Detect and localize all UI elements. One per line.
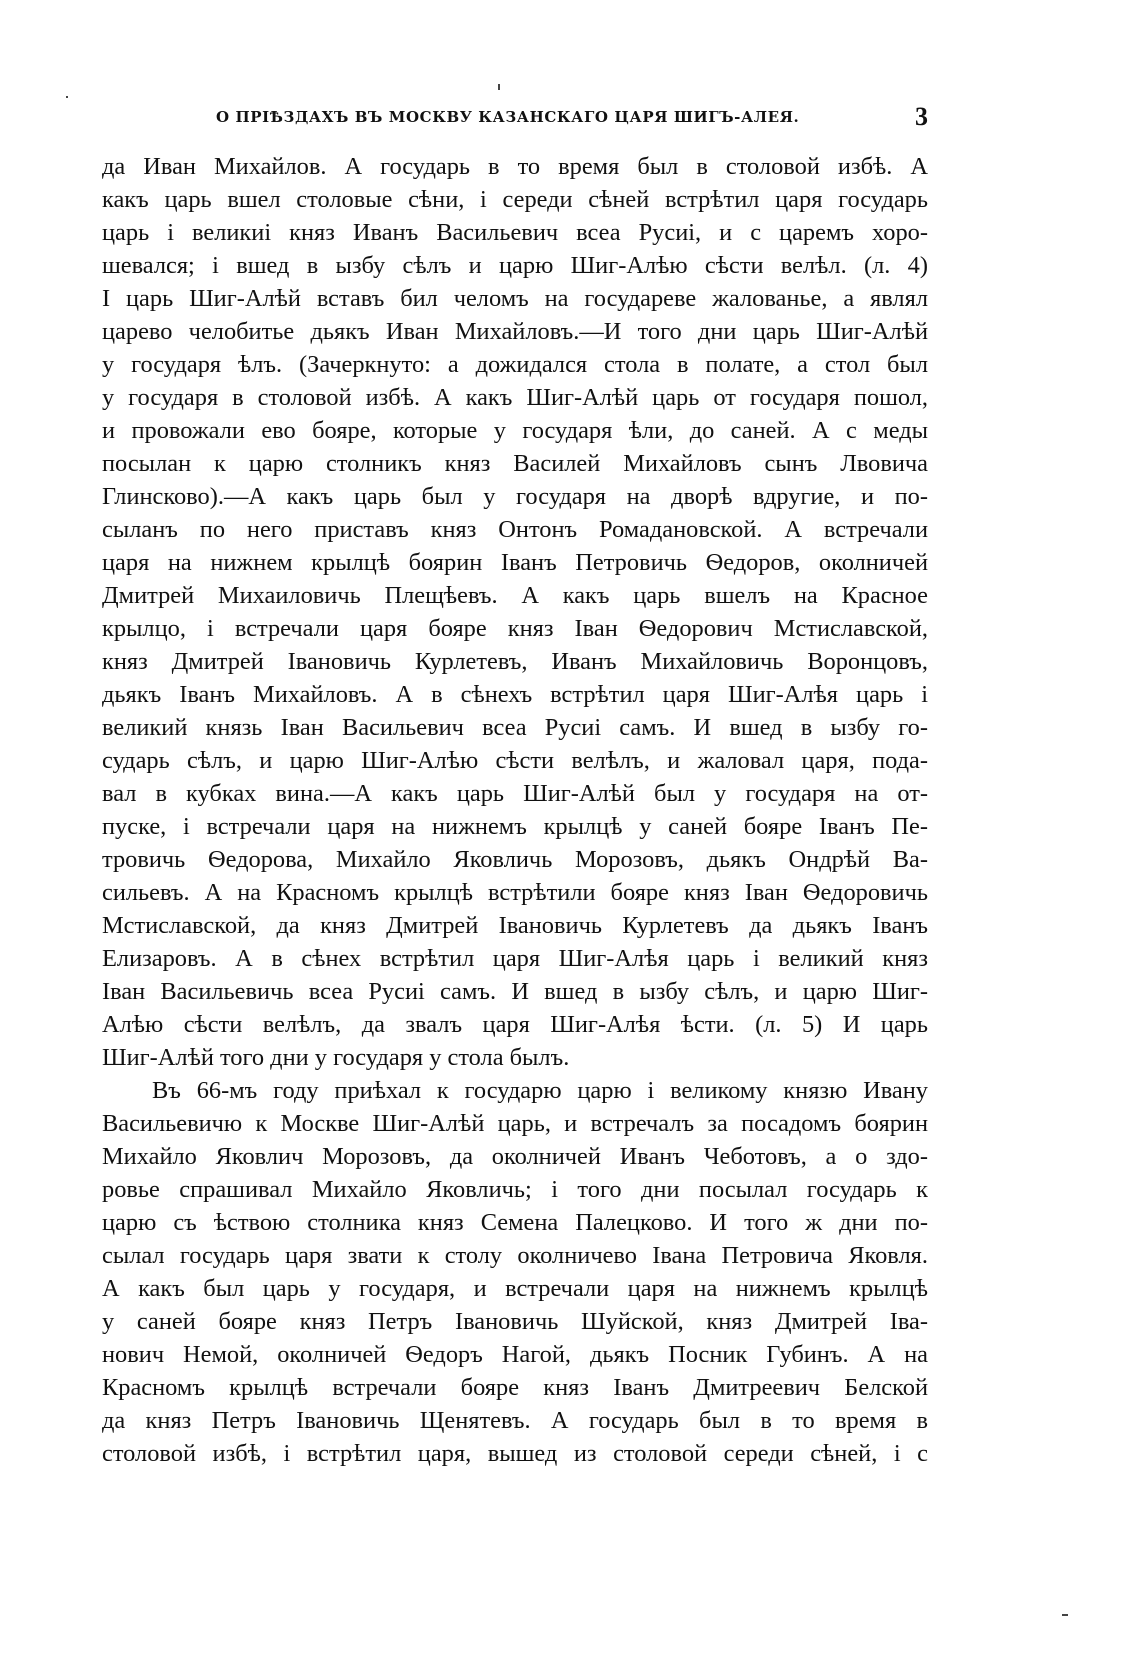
text-line: Алѣю сѣсти велѣлъ, да звалъ царя Шиг-Алѣя ѣсти. (л. 5) И царь [102,1011,928,1038]
text-line: I царь Шиг-Алѣй вставъ бил челомъ на государеве жалованье, а являл [102,285,928,312]
paragraph-start-line: Въ 66-мъ году приѣхал к государю царю і великому князю Ивану [152,1077,928,1104]
text-line: Мстиславской, да княз Дмитрей Івановичь Курлетевъ да дьякъ Іванъ [102,912,928,939]
page-header [98,104,928,144]
page-number: 3 [915,102,928,131]
text-line: сильевъ. А на Красномъ крылцѣ встрѣтили бояре княз Іван Ѳедоровичь [102,879,928,906]
text-line: дьякъ Іванъ Михайловъ. А в сѣнехъ встрѣтил царя Шиг-Алѣя царь і [102,681,928,708]
text-line: ровье спрашивал Михайло Яковличь; і того дни посылал государь к [102,1176,928,1203]
text-line: Елизаровъ. А в сѣнех встрѣтил царя Шиг-Алѣя царь і великий княз [102,945,928,972]
text-line: да Иван Михайлов. А государь в то время был в столовой избѣ. А [102,153,928,180]
scan-speck [498,84,500,90]
running-head: О ПРІѢЗДАХЪ ВЪ МОСКВУ КАЗАНСКАГО ЦАРЯ ШИГЪ-АЛЕЯ. [216,108,800,126]
body-text [102,150,928,1470]
scan-speck [66,96,68,98]
text-line: Красномъ крылцѣ встречали бояре княз Іванъ Дмитреевич Белской [102,1374,928,1401]
text-line: посылан к царю столникъ княз Василей Михайловъ сынъ Лвовича [102,450,928,477]
text-line: Михайло Яковлич Морозовъ, да околничей Иванъ Чеботовъ, а о здо- [102,1143,928,1170]
text-line: сударь сѣлъ, и царю Шиг-Алѣю сѣсти велѣлъ, и жаловал царя, пода- [102,747,928,774]
text-line: Васильевичю к Москве Шиг-Алѣй царь, и встречалъ за посадомъ боярин [102,1110,928,1137]
text-line: царь і великиі княз Иванъ Васильевич всеа Русиі, и с царемъ хоро- [102,219,928,246]
text-line: у государя ѣлъ. (Зачеркнуто: а дожидался стола в полате, а стол был [102,351,928,378]
text-line: сылал государь царя звати к столу околничево Івана Петровича Яковля. [102,1242,928,1269]
text-line: вал в кубках вина.—А какъ царь Шиг-Алѣй был у государя на от- [102,780,928,807]
text-line: тровичь Ѳедорова, Михайло Яковличь Морозовъ, дьякъ Ондрѣй Ва- [102,846,928,873]
text-line: великий князь Іван Васильевич всеа Русиі самъ. И вшед в ызбу го- [102,714,928,741]
text-line: крылцо, і встречали царя бояре княз Іван Ѳедорович Мстиславской, [102,615,928,642]
text-line: да княз Петръ Івановичь Щенятевъ. А государь был в то время в [102,1407,928,1434]
text-line: какъ царь вшел столовые сѣни, і середи сѣней встрѣтил царя государь [102,186,928,213]
text-line: и провожали ево бояре, которые у государя ѣли, до саней. А с меды [102,417,928,444]
scan-speck [1062,1614,1068,1616]
text-line: А какъ был царь у государя, и встречали царя на нижнемъ крылцѣ [102,1275,928,1302]
text-line: Іван Васильевичь всеа Русиі самъ. И вшед в ызбу сѣлъ, и царю Шиг- [102,978,928,1005]
text-line: шевался; і вшед в ызбу сѣлъ и царю Шиг-Алѣю сѣсти велѣл. (л. 4) [102,252,928,279]
text-line: у государя в столовой избѣ. А какъ Шиг-Алѣй царь от государя пошол, [102,384,928,411]
text-line: нович Немой, околничей Ѳедоръ Нагой, дьякъ Посник Губинъ. А на [102,1341,928,1368]
text-line: Дмитрей Михаиловичь Плещѣевъ. А какъ царь вшелъ на Красное [102,582,928,609]
text-line: Глинсково).—А какъ царь был у государя на дворѣ вдругие, и по- [102,483,928,510]
text-line: у саней бояре княз Петръ Івановичь Шуйской, княз Дмитрей Іва- [102,1308,928,1335]
text-line: царю съ ѣствою столника княз Семена Палецково. И того ж дни по- [102,1209,928,1236]
text-line: сыланъ по него приставъ княз Онтонъ Ромадановской. А встречали [102,516,928,543]
text-line: княз Дмитрей Івановичь Курлетевъ, Иванъ Михайловичь Воронцовъ, [102,648,928,675]
text-line: пуске, і встречали царя на нижнемъ крылцѣ у саней бояре Іванъ Пе- [102,813,928,840]
text-line: царево челобитье дьякъ Иван Михайловъ.—И того дни царь Шиг-Алѣй [102,318,928,345]
text-line: царя на нижнем крылцѣ боярин Іванъ Петровичь Ѳедоров, околничей [102,549,928,576]
paragraph-end-line: Шиг-Алѣй того дни у государя у стола былъ. [102,1044,570,1071]
text-line: столовой избѣ, і встрѣтил царя, вышед из столовой середи сѣней, і с [102,1440,928,1467]
